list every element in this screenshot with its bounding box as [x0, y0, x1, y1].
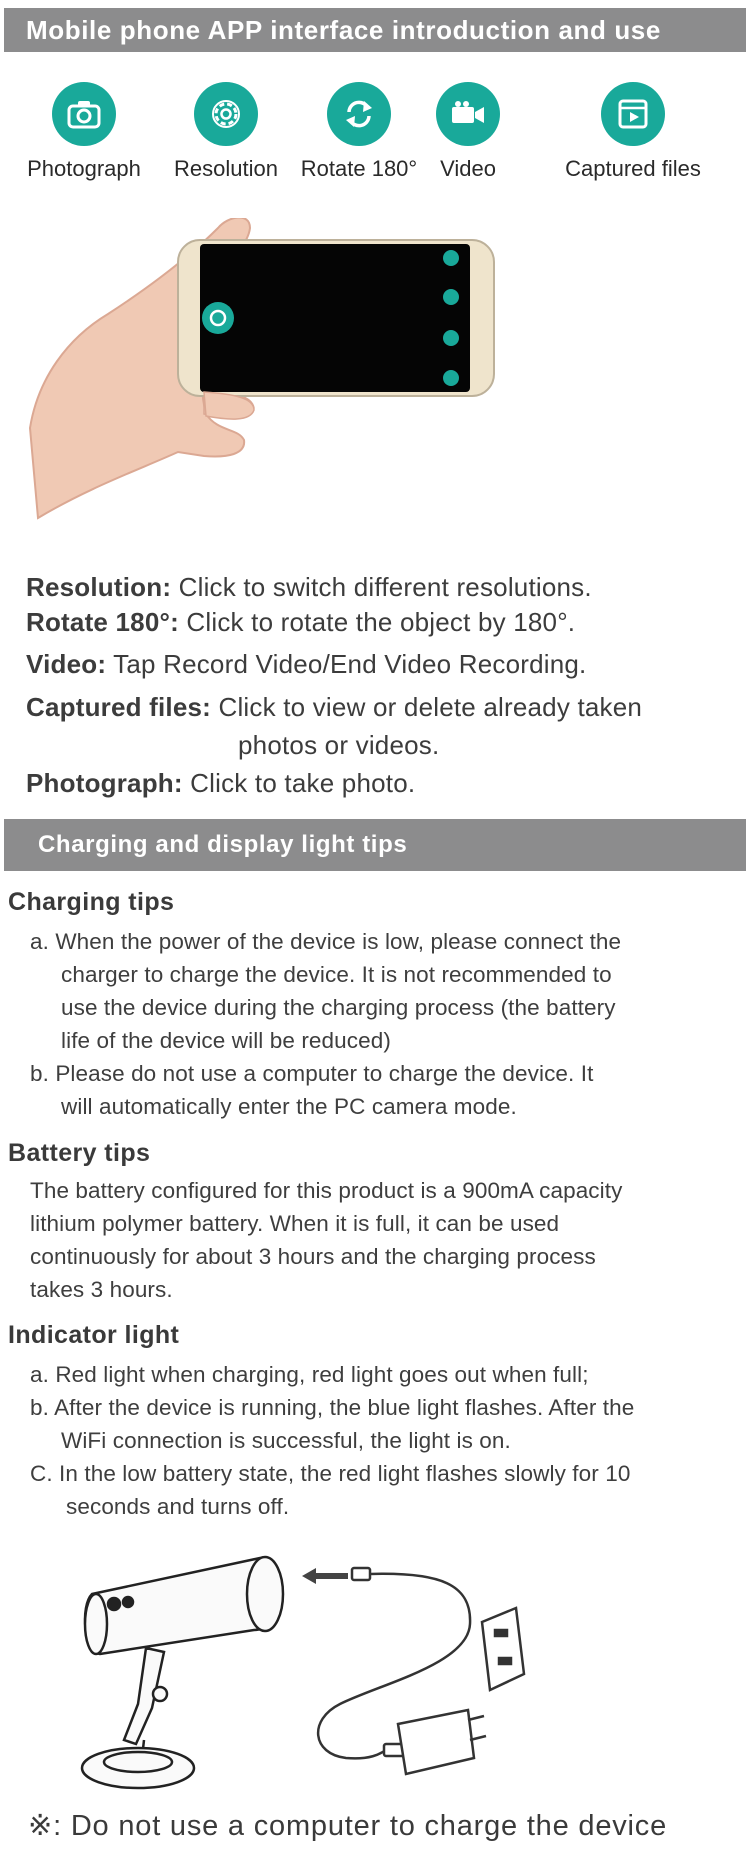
- footer-note: ※: Do not use a computer to charge the device: [28, 1810, 668, 1842]
- desc-captured-files-cont: [238, 730, 439, 761]
- charging-heading: Charging tips: [8, 888, 175, 916]
- battery-line: continuously for about 3 hours and the charging process: [30, 1244, 596, 1269]
- desc-text: Click to rotate the object by 180°.: [186, 607, 576, 637]
- section-title: Mobile phone APP interface introduction and use: [26, 15, 661, 45]
- indicator-line: a. Red light when charging, red light goes out when full;: [30, 1362, 589, 1387]
- section-header-charging: [4, 819, 746, 871]
- desc-photograph: [26, 768, 415, 799]
- feature-photograph: [4, 82, 164, 182]
- charging-illustration: [80, 1544, 640, 1794]
- battery-line: The battery configured for this product is a 900mA capacity: [30, 1178, 623, 1203]
- indicator-heading: Indicator light: [8, 1321, 180, 1349]
- desc-rotate: [26, 607, 575, 638]
- feature-label: Photograph: [27, 156, 141, 181]
- microscope-icon: [82, 1557, 283, 1788]
- desc-term: Photograph:: [26, 768, 183, 798]
- section-title: Charging and display light tips: [38, 831, 408, 858]
- screen-film-icon: [443, 370, 459, 386]
- desc-video: [26, 649, 586, 680]
- charging-line: b. Please do not use a computer to charge the device. It: [30, 1061, 594, 1086]
- rotate-icon: [327, 82, 391, 146]
- desc-text: Tap Record Video/End Video Recording.: [113, 649, 587, 679]
- screen-gear-icon: [443, 250, 459, 266]
- battery-line: lithium polymer battery. When it is full, it can be used: [30, 1211, 560, 1236]
- feature-label: Captured files: [565, 156, 701, 181]
- indicator-line: seconds and turns off.: [66, 1494, 290, 1519]
- screen-video-icon: [443, 330, 459, 346]
- battery-heading: Battery tips: [8, 1139, 151, 1167]
- shutter-icon: [202, 302, 234, 334]
- desc-text: Click to take photo.: [190, 768, 416, 798]
- phone-screen: [200, 244, 470, 392]
- feature-label: Rotate 180°: [300, 156, 418, 181]
- charging-line: life of the device will be reduced): [61, 1028, 391, 1053]
- indicator-line: WiFi connection is successful, the light is on.: [61, 1428, 511, 1453]
- desc-term: Resolution:: [26, 572, 172, 602]
- feature-label: Video: [440, 156, 496, 181]
- feature-video: [388, 82, 548, 182]
- film-icon: [601, 82, 665, 146]
- desc-resolution: [26, 572, 592, 603]
- indicator-line: C. In the low battery state, the red light flashes slowly for 10: [30, 1461, 631, 1486]
- charger-icon: [318, 1568, 524, 1774]
- desc-term: Video:: [26, 649, 107, 679]
- phone-in-hand-illustration: [28, 218, 608, 528]
- video-icon: [436, 82, 500, 146]
- indicator-line: b. After the device is running, the blue light flashes. After the: [30, 1395, 635, 1420]
- gear-icon: [194, 82, 258, 146]
- camera-icon: [52, 82, 116, 146]
- section-header-app: [4, 8, 746, 52]
- charging-line: charger to charge the device. It is not recommended to: [61, 962, 612, 987]
- charging-line: will automatically enter the PC camera mode.: [61, 1094, 517, 1119]
- feature-icon-row: [0, 82, 750, 192]
- desc-term: Rotate 180°:: [26, 607, 179, 637]
- feature-label: Resolution: [174, 156, 278, 181]
- desc-text: photos or videos.: [238, 730, 440, 760]
- desc-captured-files: [26, 692, 642, 723]
- desc-text: Click to switch different resolutions.: [178, 572, 592, 602]
- charging-line: use the device during the charging process (the battery: [61, 995, 616, 1020]
- arrow-left-icon: [302, 1568, 348, 1584]
- feature-captured-files: [553, 82, 713, 182]
- screen-rotate-icon: [443, 289, 459, 305]
- desc-term: Captured files:: [26, 692, 212, 722]
- battery-line: takes 3 hours.: [30, 1277, 173, 1302]
- charging-line: a. When the power of the device is low, please connect the: [30, 929, 622, 954]
- desc-text: Click to view or delete already taken: [218, 692, 643, 722]
